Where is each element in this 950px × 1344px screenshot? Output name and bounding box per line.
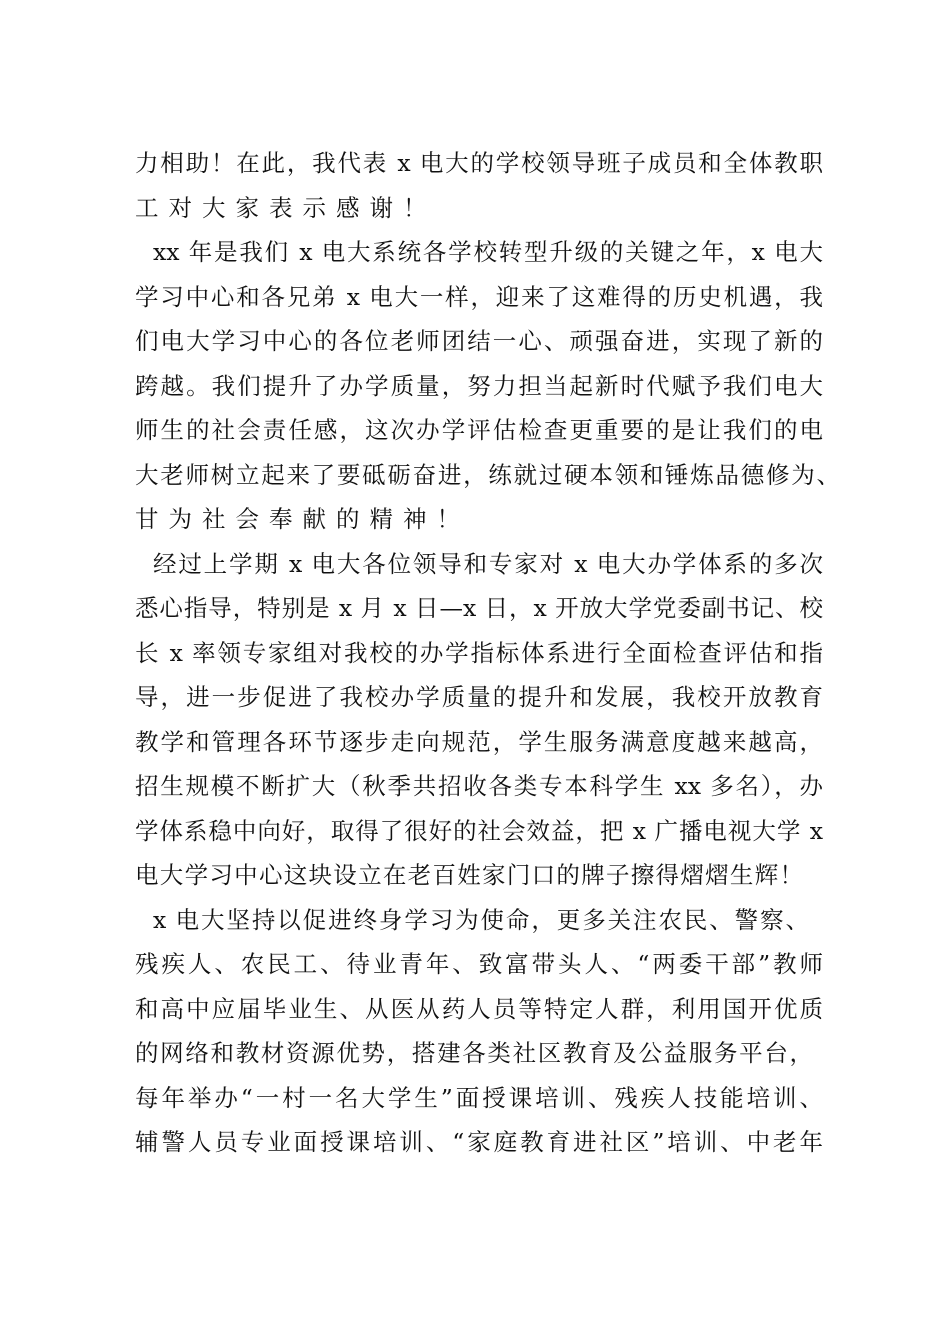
text-line: 悉心指导，特别是 x 月 x 日—x 日，x 开放大学党委副书记、校 — [135, 594, 823, 622]
text-line: 跨越。我们提升了办学质量，努力担当起新时代赋予我们电大 — [135, 372, 823, 400]
text-line: 力相助！在此，我代表 x 电大的学校领导班子成员和全体教职 — [135, 149, 823, 177]
paragraph-start-line: 经过上学期 x 电大各位领导和专家对 x 电大办学体系的多次 — [153, 550, 823, 578]
text-line: 学体系稳中向好，取得了很好的社会效益，把 x 广播电视大学 x — [135, 817, 823, 845]
text-line: 每年举办“一村一名大学生”面授课培训、残疾人技能培训、 — [135, 1084, 823, 1112]
text-line: 们电大学习中心的各位老师团结一心、顽强奋进，实现了新的 — [135, 327, 823, 355]
text-line: 电大学习中心这块设立在老百姓家门口的牌子擦得熠熠生辉！ — [135, 861, 803, 889]
text-line: 师生的社会责任感，这次办学评估检查更重要的是让我们的电 — [135, 416, 823, 444]
text-line: 工对大家表示感谢！ — [135, 194, 437, 222]
text-line: 导，进一步促进了我校办学质量的提升和发展，我校开放教育 — [135, 683, 823, 711]
text-line: 的网络和教材资源优势，搭建各类社区教育及公益服务平台， — [135, 1039, 813, 1067]
text-line: 长 x 率领专家组对我校的办学指标体系进行全面检查评估和指 — [135, 639, 823, 667]
text-line: 辅警人员专业面授课培训、“家庭教育进社区”培训、中老年 — [135, 1128, 823, 1156]
text-line: 招生规模不断扩大（秋季共招收各类专本科学生 xx 多名），办 — [135, 772, 823, 800]
text-line: 学习中心和各兄弟 x 电大一样，迎来了这难得的历史机遇，我 — [135, 283, 823, 311]
paragraph-start-line: x 电大坚持以促进终身学习为使命，更多关注农民、警察、 — [153, 906, 809, 934]
text-line: 和高中应届毕业生、从医从药人员等特定人群，利用国开优质 — [135, 995, 823, 1023]
text-line: 甘为社会奉献的精神！ — [135, 505, 470, 533]
text-line: 教学和管理各环节逐步走向规范，学生服务满意度越来越高， — [135, 728, 823, 756]
paragraph-start-line: xx 年是我们 x 电大系统各学校转型升级的关键之年，x 电大 — [153, 238, 823, 266]
text-line: 大老师树立起来了要砥砺奋进，练就过硬本领和锤炼品德修为、 — [135, 461, 840, 489]
text-line: 残疾人、农民工、待业青年、致富带头人、“两委干部”教师 — [135, 950, 823, 978]
